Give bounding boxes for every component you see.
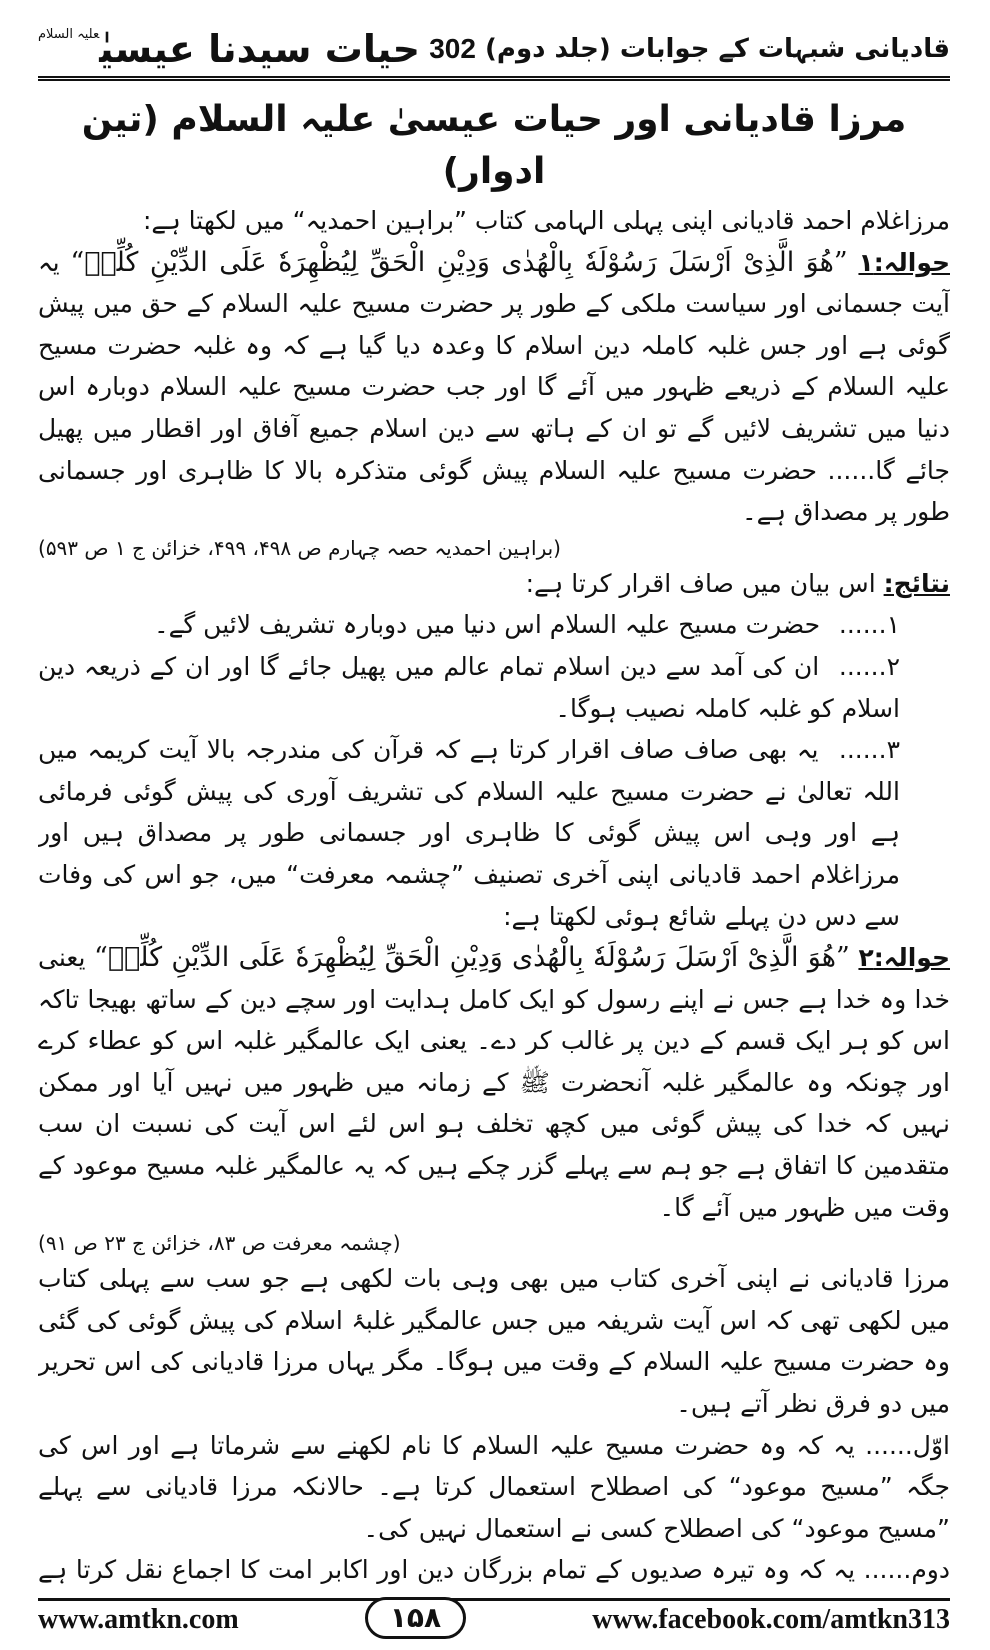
point-1-number: ۱...... <box>838 610 900 640</box>
point-3-number: ۳...... <box>838 735 900 765</box>
intro-paragraph: مرزاغلام احمد قادیانی اپنی پہلی الہامی کتاب ”براہین احمدیہ“ میں لکھتا ہے: <box>143 206 950 235</box>
paragraph-a: مرزا قادیانی نے اپنی آخری کتاب میں بھی وہی بات لکھی ہے جو سب سے پہلی کتاب میں لکھی تھی کہ اس آیت شریفہ میں جس عالمگیر غلبۂ اسلام کی پیش گوئی کی گئی وہ حضرت مسیح علیہ السلام کے وقت میں ہوگا۔ مگر یہاں مرزا قادیانی کی اس تحریر میں دو فرق نظر آتے ہیں۔ <box>38 1264 950 1419</box>
results-text: اس بیان میں صاف اقرار کرتا ہے: <box>525 568 876 598</box>
second-difference-label: دوم...... <box>863 1555 950 1585</box>
reference-2-text: یعنی خدا وہ خدا ہے جس نے اپنے رسول کو ایک کامل ہدایت اور سچے دین کے ساتھ بھیجا تاکہ اس کو ہر ایک قسم کے دین پر غالب کر دے۔ یعنی ایک عالمگیر غلبہ اس کو عطاء کرے اور چونکہ وہ عالمگیر غلبہ آنحضرت ﷺ کے زمانہ میں ظہور میں نہیں آیا اور ممکن نہیں کہ خدا کی پیش گوئی میں کچھ تخلف ہو اس لئے اس آیت کی نسبت ان سب متقدمین کا اتفاق ہے جو ہم سے پہلے گزر چکے ہیں کہ یہ عالمگیر غلبہ مسیح موعود کے وقت میں ظہور میں آئے گا۔ <box>38 943 950 1222</box>
point-3-text: یہ بھی صاف صاف اقرار کرتا ہے کہ قرآن کی مندرجہ بالا آیت کریمہ میں اللہ تعالیٰ نے حضرت مسیح علیہ السلام کی تشریف آوری کی پیش گوئی فرمائی ہے اور وہی اس پیش گوئی کا ظاہری اور جسمانی طور پر مصداق ہیں اور مرزاغلام احمد قادیانی اپنی آخری تصنیف ”چشمہ معرفت“ میں، جو اس کی وفات سے دس دن پہلے شائع ہوئی لکھتا ہے: <box>38 735 900 931</box>
reference-1-verse: ”ھُوَ الَّذِیْ اَرْسَلَ رَسُوْلَهٗ بِالْهُدٰی وَدِیْنِ الْحَقِّ لِیُظْهِرَهٗ عَلَی الدِّیْنِ كُلِّهٖ“ <box>70 246 848 278</box>
series-title <box>38 27 420 71</box>
facebook-link[interactable]: www.facebook.com/amtkn313 <box>592 1604 950 1635</box>
article-title: مرزا قادیانی اور حیات عیسیٰ علیہ السلام (تین ادوار) <box>81 99 907 192</box>
reference-1 <box>38 242 950 533</box>
point-3 <box>38 729 950 937</box>
results-label: نتائج: <box>883 568 950 598</box>
honorific: علیہ السلام <box>38 27 100 42</box>
point-2-number: ۲...... <box>838 651 900 681</box>
point-1 <box>38 604 950 646</box>
reference-1-text: یہ آیت جسمانی اور سیاست ملکی کے طور پر حضرت مسیح علیہ السلام کے حق میں پیش گوئی ہے اور جس غلبہ کاملہ دین اسلام کا وعدہ دیا گیا ہے کہ وہ غلبہ حضرت مسیح علیہ السلام کے ذریعے ظہور میں آئے گا اور جب حضرت مسیح علیہ السلام دوبارہ اس دنیا میں تشریف لائیں گے تو ان کے ہاتھ سے دین اسلام جمیع آفاق اور اقطار میں پھیل جائے گا...... حضرت مسیح علیہ السلام پیش گوئی متذکرہ بالا کا ظاہری اور جسمانی طور پر مصداق ہے۔ <box>38 247 950 527</box>
point-2 <box>38 646 950 729</box>
results <box>38 563 950 605</box>
series-title-text: حیات سیدنا عیسیٰ <box>99 27 421 71</box>
reference-2-citation: (چشمہ معرفت ص ۸۳، خزائن ج ۲۳ ص ۹۱) <box>38 1231 401 1256</box>
website-link[interactable]: www.amtkn.com <box>38 1604 239 1635</box>
point-2-text: ان کی آمد سے دین اسلام تمام عالم میں پھیل جائے گا اور ان کے ذریعہ دین اسلام کو غلبہ کاملہ نصیب ہوگا۔ <box>38 651 900 723</box>
first-difference-label: اوّل...... <box>865 1430 950 1460</box>
second-difference <box>38 1549 950 1594</box>
first-difference <box>38 1425 950 1550</box>
article-body <box>38 94 950 1594</box>
first-difference-text: یہ کہ وہ حضرت مسیح علیہ السلام کا نام لکھنے سے شرماتا ہے اور اس کی جگہ ”مسیح موعود“ کی اصطلاح استعمال کرتا ہے۔ حالانکہ مرزا قادیانی سے پہلے ”مسیح موعود“ کی اصطلاح کسی نے استعمال نہیں کی۔ <box>38 1430 950 1543</box>
reference-2 <box>38 937 950 1228</box>
reference-2-label: حوالہ:۲ <box>858 943 950 973</box>
reference-1-label: حوالہ:۱ <box>858 247 950 277</box>
reference-1-citation: (براہین احمدیہ حصہ چہارم ص ۴۹۸، ۴۹۹، خزائن ج ۱ ص ۵۹۳) <box>38 535 561 560</box>
footer-page-number: ۱۵۸ <box>365 1597 466 1639</box>
book-title: قادیانی شبہات کے جوابات (جلد دوم) <box>485 34 950 64</box>
page-header <box>38 22 950 81</box>
header-page-number: 302 <box>429 33 476 64</box>
page-footer <box>38 1598 950 1639</box>
reference-2-verse: ”ھُوَ الَّذِیْ اَرْسَلَ رَسُوْلَهٗ بِالْهُدٰی وَدِیْنِ الْحَقِّ لِیُظْهِرَهٗ عَلَی الدِّیْنِ كُلِّهٖ“ <box>94 942 850 974</box>
point-1-text: حضرت مسیح علیہ السلام اس دنیا میں دوبارہ تشریف لائیں گے۔ <box>154 610 821 640</box>
second-difference-text: یہ کہ وہ تیرہ صدیوں کے تمام بزرگان دین اور اکابر امت کا اجماع نقل کرتا ہے <box>38 1555 856 1585</box>
